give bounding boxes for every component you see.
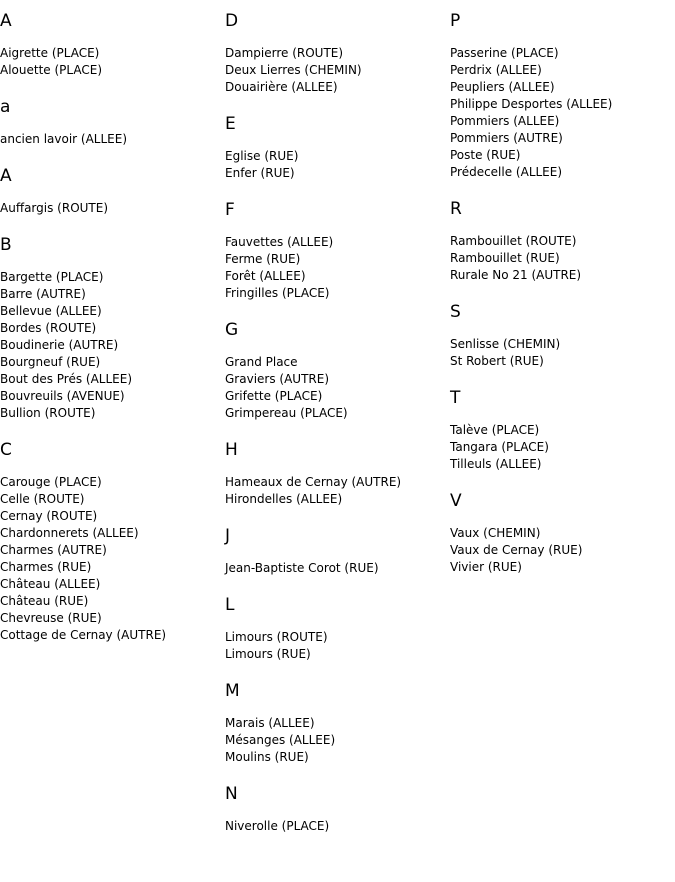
letter-group [0,11,225,79]
street-entry: Ferme (RUE) [225,252,301,266]
street-entry: Chevreuse (RUE) [0,611,102,625]
street-entry: Rambouillet (ROUTE) [450,234,577,248]
letter-group [450,302,675,370]
section-letter-heading: T [450,388,461,408]
letter-group [225,320,450,422]
street-list [450,525,675,576]
street-entry: Celle (ROUTE) [0,492,85,506]
street-entry: Château (ALLEE) [0,577,101,591]
street-entry: Grifette (PLACE) [225,389,323,403]
letter-group [0,166,225,217]
street-entry: Tangara (PLACE) [450,440,549,454]
letter-group [225,784,450,835]
street-list [450,422,675,473]
street-entry: Auffargis (ROUTE) [0,201,109,215]
street-list [450,336,675,370]
section-letter-heading: C [0,440,12,460]
section-letter-heading: F [225,200,235,220]
section-letter-heading: R [450,199,462,219]
street-entry: Peupliers (ALLEE) [450,80,555,94]
street-entry: Charmes (RUE) [0,560,92,574]
street-entry: Moulins (RUE) [225,750,309,764]
street-entry: Poste (RUE) [450,148,521,162]
street-list [225,234,450,302]
street-entry: Grimpereau (PLACE) [225,406,348,420]
street-entry: Vaux (CHEMIN) [450,526,541,540]
letter-group [450,199,675,284]
section-letter-heading: D [225,11,239,31]
street-entry: Alouette (PLACE) [0,63,102,77]
letter-group [225,200,450,302]
street-entry: Senlisse (CHEMIN) [450,337,561,351]
letter-group [0,440,225,644]
section-letter-heading: S [450,302,461,322]
street-list [0,269,225,422]
street-entry: Bellevue (ALLEE) [0,304,102,318]
street-entry: Graviers (AUTRE) [225,372,330,386]
section-letter-heading: J [225,526,231,546]
street-entry: Aigrette (PLACE) [0,46,100,60]
street-entry: Barre (AUTRE) [0,287,86,301]
street-entry: ancien lavoir (ALLEE) [0,132,128,146]
street-list [450,233,675,284]
street-entry: Passerine (PLACE) [450,46,559,60]
street-entry: Marais (ALLEE) [225,716,315,730]
letter-group [225,595,450,663]
street-list [225,715,450,766]
street-entry: Cernay (ROUTE) [0,509,98,523]
street-entry: Deux Lierres (CHEMIN) [225,63,362,77]
section-letter-heading: G [225,320,239,340]
letter-group [0,235,225,422]
street-list [225,474,450,508]
street-entry: Forêt (ALLEE) [225,269,306,283]
letter-group [225,440,450,508]
street-entry: Bout des Prés (ALLEE) [0,372,133,386]
street-entry: Vaux de Cernay (RUE) [450,543,583,557]
section-letter-heading: B [0,235,12,255]
street-index-column-3 [450,11,675,594]
section-letter-heading: A [0,166,12,186]
street-entry: Eglise (RUE) [225,149,299,163]
street-entry: Bourgneuf (RUE) [0,355,101,369]
letter-group [225,114,450,182]
street-entry: Limours (ROUTE) [225,630,328,644]
street-entry: Jean-Baptiste Corot (RUE) [225,561,379,575]
section-letter-heading: E [225,114,236,134]
street-entry: Douairière (ALLEE) [225,80,338,94]
street-entry: Charmes (AUTRE) [0,543,107,557]
street-entry: Fauvettes (ALLEE) [225,235,334,249]
street-list [0,474,225,644]
street-entry: Fringilles (PLACE) [225,286,330,300]
street-entry: Hameaux de Cernay (AUTRE) [225,475,402,489]
street-entry: Bouvreuils (AVENUE) [0,389,125,403]
letter-group [450,11,675,181]
street-entry: St Robert (RUE) [450,354,544,368]
street-index-column-2 [225,11,450,853]
street-entry: Château (RUE) [0,594,89,608]
letter-group [225,11,450,96]
street-entry: Chardonnerets (ALLEE) [0,526,139,540]
street-entry: Pommiers (AUTRE) [450,131,563,145]
street-list [225,45,450,96]
street-entry: Perdrix (ALLEE) [450,63,542,77]
section-letter-heading: V [450,491,462,511]
street-index-column-1 [0,11,225,662]
section-letter-heading: P [450,11,461,31]
street-list [225,148,450,182]
street-entry: Limours (RUE) [225,647,311,661]
section-letter-heading: A [0,11,12,31]
street-entry: Niverolle (PLACE) [225,819,330,833]
letter-group [450,388,675,473]
section-letter-heading: L [225,595,235,615]
street-entry: Grand Place [225,355,298,369]
street-list [450,45,675,181]
street-entry: Bargette (PLACE) [0,270,104,284]
street-entry: Prédecelle (ALLEE) [450,165,563,179]
street-entry: Boudinerie (AUTRE) [0,338,119,352]
street-entry: Hirondelles (ALLEE) [225,492,343,506]
street-entry: Dampierre (ROUTE) [225,46,344,60]
street-entry: Vivier (RUE) [450,560,522,574]
street-entry: Rurale No 21 (AUTRE) [450,268,582,282]
street-entry: Carouge (PLACE) [0,475,102,489]
street-entry: Tilleuls (ALLEE) [450,457,542,471]
street-list [225,560,450,577]
section-letter-heading: a [0,97,11,117]
street-list [225,354,450,422]
street-entry: Pommiers (ALLEE) [450,114,560,128]
letter-group [0,97,225,148]
street-list [0,200,225,217]
street-entry: Cottage de Cernay (AUTRE) [0,628,167,642]
section-letter-heading: M [225,681,240,701]
street-entry: Enfer (RUE) [225,166,295,180]
street-list [0,131,225,148]
section-letter-heading: N [225,784,238,804]
street-entry: Talève (PLACE) [450,423,540,437]
street-list [0,45,225,79]
letter-group [225,526,450,577]
letter-group [450,491,675,576]
street-entry: Bullion (ROUTE) [0,406,96,420]
street-list [225,629,450,663]
street-entry: Mésanges (ALLEE) [225,733,336,747]
street-list [225,818,450,835]
street-entry: Philippe Desportes (ALLEE) [450,97,613,111]
street-entry: Rambouillet (RUE) [450,251,560,265]
street-entry: Bordes (ROUTE) [0,321,97,335]
letter-group [225,681,450,766]
section-letter-heading: H [225,440,238,460]
